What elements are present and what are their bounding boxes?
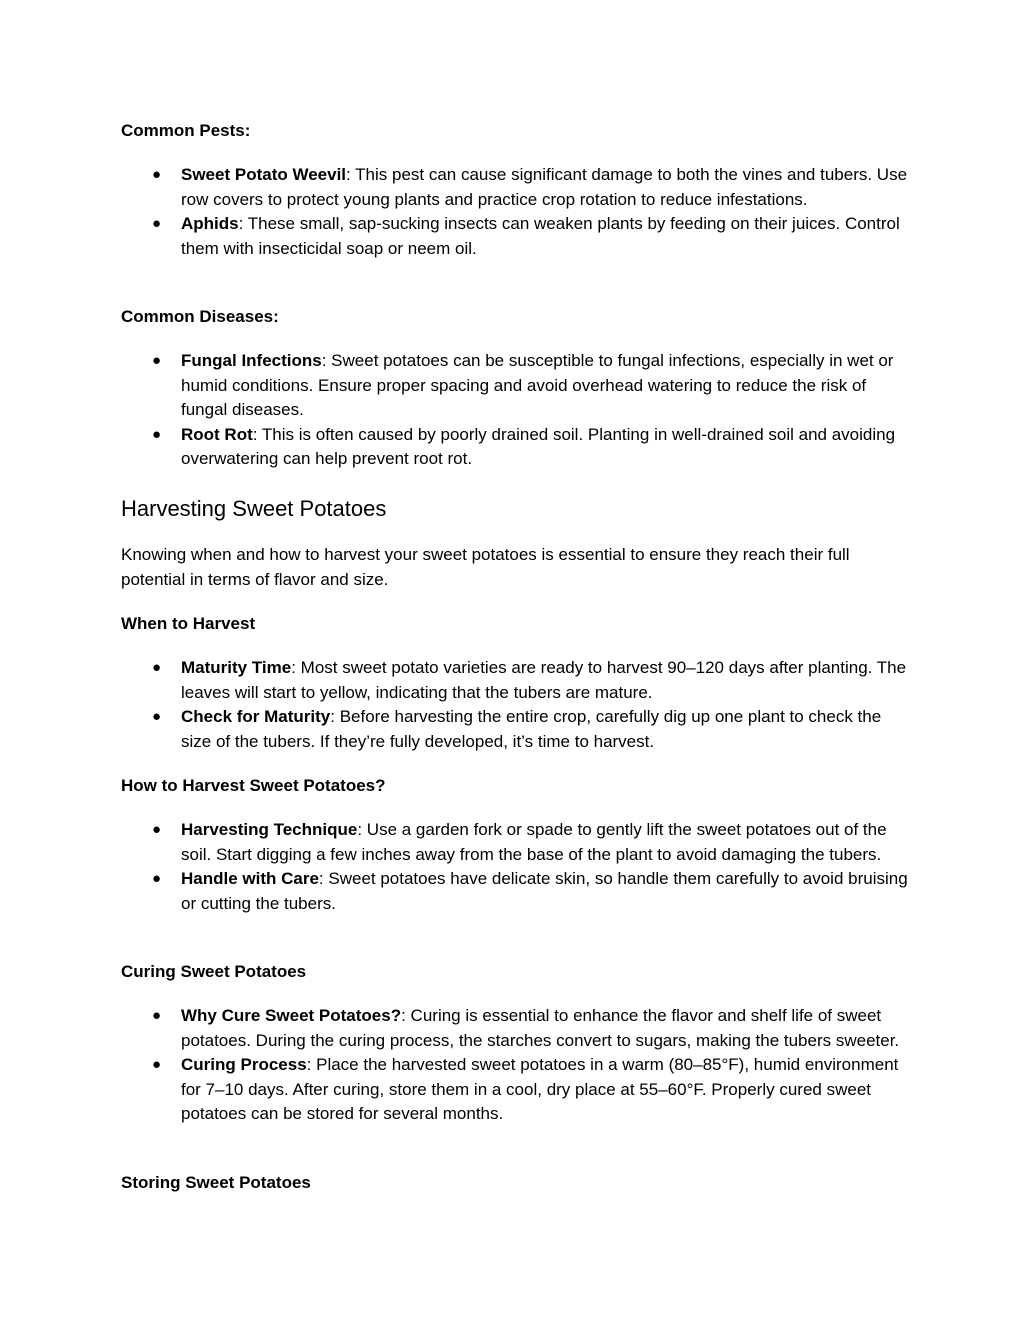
list-item-term: Handle with Care bbox=[181, 869, 319, 888]
list-item bbox=[121, 349, 911, 423]
list-item-text: : This pest can cause significant damage to both the vines and tubers. Use row covers to protect young plants and practice crop rotation to reduce infestations. bbox=[181, 165, 908, 209]
list-item-term: Aphids bbox=[181, 214, 239, 233]
list-item bbox=[121, 656, 911, 705]
list-item-term: Check for Maturity bbox=[181, 707, 331, 726]
list-item-text: : Most sweet potato varieties are ready to harvest 90–120 days after planting. The leaves will start to yellow, indicating that the tubers are mature. bbox=[181, 658, 907, 702]
harvesting-intro: Knowing when and how to harvest your sweet potatoes is essential to ensure they reach their full potential in terms of flavor and size. bbox=[121, 545, 850, 589]
list-item-text: : These small, sap-sucking insects can weaken plants by feeding on their juices. Control them with insecticidal soap or neem oil. bbox=[181, 214, 900, 258]
bullet-icon: ● bbox=[152, 821, 162, 838]
list-item-term: Fungal Infections bbox=[181, 351, 322, 370]
bullet-icon: ● bbox=[152, 1007, 162, 1024]
subheading-common-diseases: Common Diseases: bbox=[121, 307, 279, 326]
list-item-text: : Curing is essential to enhance the flavor and shelf life of sweet potatoes. During the curing process, the starches convert to sugars, making the tubers sweeter. bbox=[181, 1006, 900, 1050]
list-item bbox=[121, 212, 911, 261]
when-list bbox=[121, 656, 911, 754]
list-item-term: Why Cure Sweet Potatoes? bbox=[181, 1006, 402, 1025]
subheading-common-pests: Common Pests: bbox=[121, 121, 251, 140]
bullet-icon: ● bbox=[152, 870, 162, 887]
list-item-term: Root Rot bbox=[181, 424, 253, 444]
bullet-icon: ● bbox=[152, 425, 162, 443]
how-list bbox=[121, 818, 911, 916]
bullet-icon: ● bbox=[152, 352, 162, 369]
list-item bbox=[121, 163, 911, 212]
list-item-text: : Use a garden fork or spade to gently lift the sweet potatoes out of the soil. Start digging a few inches away from the base of the plant to avoid damaging the tubers. bbox=[181, 820, 887, 864]
list-item-text: : Sweet potatoes have delicate skin, so handle them carefully to avoid bruising or cutting the tubers. bbox=[181, 869, 908, 913]
subheading-curing: Curing Sweet Potatoes bbox=[121, 962, 307, 981]
bullet-icon: ● bbox=[152, 659, 162, 676]
list-item bbox=[121, 818, 911, 867]
bullet-icon: ● bbox=[152, 708, 162, 725]
list-item-term: Curing Process bbox=[181, 1055, 307, 1074]
list-item-term: Maturity Time bbox=[181, 658, 292, 677]
subheading-how-to-harvest: How to Harvest Sweet Potatoes? bbox=[121, 776, 386, 795]
diseases-list bbox=[121, 349, 911, 472]
section-heading-harvesting: Harvesting Sweet Potatoes bbox=[121, 496, 387, 521]
list-item-text: : Place the harvested sweet potatoes in a warm (80–85°F), humid environment for 7–10 days. After curing, store them in a cool, dry place at 55–60°F. Properly cured sweet potatoes can be stored for several months. bbox=[181, 1055, 899, 1123]
list-item-term: Sweet Potato Weevil bbox=[181, 165, 347, 184]
list-item-text: : Sweet potatoes can be susceptible to fungal infections, especially in wet or humid conditions. Ensure proper spacing and avoid overhead watering to reduce the risk of fungal diseases. bbox=[181, 351, 894, 419]
list-item bbox=[121, 867, 911, 916]
list-item-term: Harvesting Technique bbox=[181, 820, 358, 839]
list-item bbox=[121, 1053, 911, 1127]
pests-list bbox=[121, 163, 911, 261]
subheading-when-to-harvest: When to Harvest bbox=[121, 614, 256, 633]
list-item bbox=[121, 705, 911, 754]
list-item bbox=[121, 423, 911, 472]
list-item-text: : This is often caused by poorly drained soil. Planting in well-drained soil and avoiding overwatering can help prevent root rot. bbox=[181, 424, 896, 468]
bullet-icon: ● bbox=[152, 166, 162, 183]
subheading-storing: Storing Sweet Potatoes bbox=[121, 1173, 311, 1192]
list-item bbox=[121, 1004, 911, 1053]
curing-list bbox=[121, 1004, 911, 1127]
bullet-icon: ● bbox=[152, 215, 162, 232]
bullet-icon: ● bbox=[152, 1056, 162, 1073]
list-item-text: : Before harvesting the entire crop, carefully dig up one plant to check the size of the tubers. If they’re fully developed, it’s time to harvest. bbox=[181, 707, 882, 751]
